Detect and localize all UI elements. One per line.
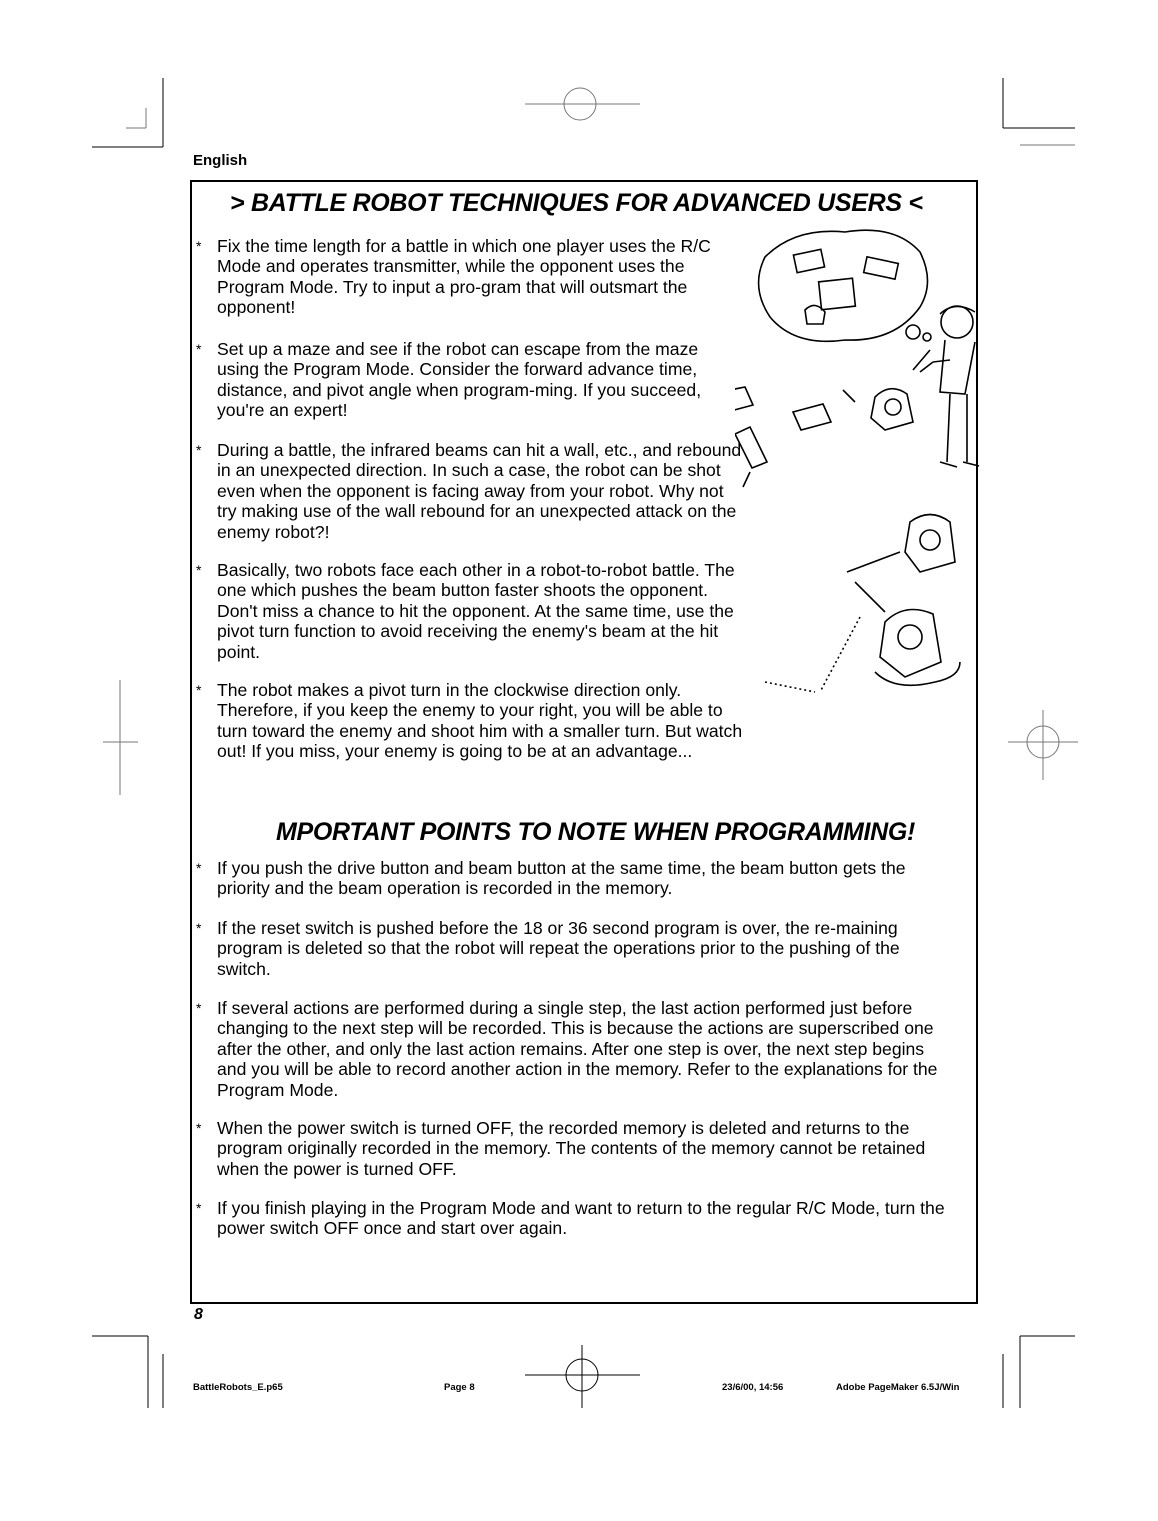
list-item — [196, 1198, 956, 1239]
list-item — [196, 918, 956, 979]
robot-battle-illustration — [735, 222, 980, 702]
list-item-text: Basically, two robots face each other in a robot-to-robot battle. The one which pushes the beam button faster shoots the opponent. Don't miss a chance to hit the opponent. At the same time, use the pivot turn function to avoid receiving the enemy's beam at the hit point. — [217, 560, 735, 662]
bullet: * — [196, 920, 202, 936]
language-label: English — [193, 152, 248, 169]
list-item — [196, 440, 756, 542]
list-item-text: During a battle, the infrared beams can hit a wall, etc., and rebound in an unexpected direction. In such a case, the robot can be shot even when the opponent is facing away from your robot. Why not try making use of the wall rebound for an unexpected attack on the enemy robot?! — [217, 440, 742, 542]
list-item-text: If the reset switch is pushed before the 18 or 36 second program is over, the re-maining program is deleted so that the robot will repeat the operations prior to the pushing of the switch. — [217, 918, 900, 979]
list-item-text: If you finish playing in the Program Mode and want to return to the regular R/C Mode, turn the power switch OFF once and start over again. — [217, 1198, 945, 1239]
bullet: * — [196, 682, 202, 698]
list-item-text: If several actions are performed during a single step, the last action performed just before changing to the next step will be recorded. This is because the actions are superscribed one after the other, and only the last action remains. After one step is over, the next step begins and you will be able to record another action in the memory. Refer to the explanations for the Program Mode. — [217, 998, 938, 1100]
list-item-text: When the power switch is turned OFF, the recorded memory is deleted and returns to the program originally recorded in the memory. The contents of the memory cannot be retained when the power is turned OFF. — [217, 1118, 926, 1179]
list-item — [196, 560, 756, 662]
bullet: * — [196, 562, 202, 578]
list-item — [196, 680, 756, 762]
bullet: * — [196, 1000, 202, 1016]
list-item-text: If you push the drive button and beam button at the same time, the beam button gets the priority and the beam operation is recorded in the memory. — [217, 858, 906, 899]
list-item — [196, 339, 756, 421]
page-number: 8 — [194, 1306, 203, 1323]
section-title-advanced-techniques: > BATTLE ROBOT TECHNIQUES FOR ADVANCED USERS < — [230, 189, 923, 217]
list-item-text: Fix the time length for a battle in which one player uses the R/C Mode and operates transmitter, while the opponent uses the Program Mode. Try to input a pro-gram that will outsmart the opponent! — [217, 236, 711, 318]
footer-application: Adobe PageMaker 6.5J/Win — [836, 1382, 960, 1393]
bullet: * — [196, 1120, 202, 1136]
footer-page: Page 8 — [444, 1382, 475, 1393]
list-item-text: The robot makes a pivot turn in the clockwise direction only. Therefore, if you keep the enemy to your right, you will be able to turn toward the enemy and shoot him with a smaller turn. But watch out! If you miss, your enemy is going to be at an advantage... — [217, 680, 743, 762]
list-item — [196, 1118, 956, 1179]
list-item — [196, 236, 756, 318]
bullet: * — [196, 1200, 202, 1216]
footer-filename: BattleRobots_E.p65 — [193, 1382, 283, 1393]
section-title-programming-notes: MPORTANT POINTS TO NOTE WHEN PROGRAMMING! — [276, 818, 916, 846]
footer-datetime: 23/6/00, 14:56 — [722, 1382, 784, 1393]
bullet: * — [196, 341, 202, 357]
list-item — [196, 858, 956, 899]
list-item — [196, 998, 956, 1100]
list-item-text: Set up a maze and see if the robot can escape from the maze using the Program Mode. Consider the forward advance time, distance, and pivot angle when program-ming. If you succeed, you're an expert! — [217, 339, 702, 421]
bullet: * — [196, 442, 202, 458]
bullet: * — [196, 238, 202, 254]
bullet: * — [196, 860, 202, 876]
